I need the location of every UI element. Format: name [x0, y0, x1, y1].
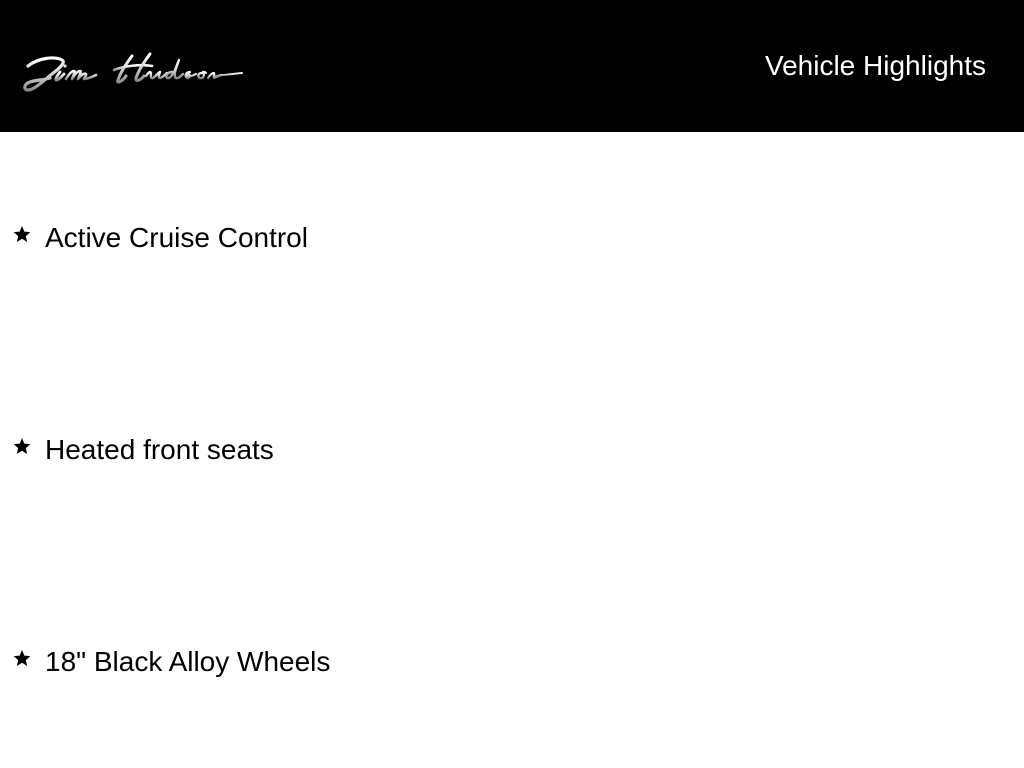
- page-title: Vehicle Highlights: [764, 50, 986, 81]
- star-icon: [12, 648, 32, 668]
- highlight-item: [12, 432, 274, 468]
- star-icon: [12, 224, 32, 244]
- highlight-label: Heated front seats: [45, 434, 274, 465]
- highlight-label: 18" Black Alloy Wheels: [45, 646, 331, 677]
- highlight-label: Active Cruise Control: [45, 222, 308, 253]
- highlight-item: [12, 644, 330, 680]
- jim-hudson-logo: [20, 48, 244, 96]
- vehicle-highlights-list: [0, 132, 1024, 768]
- header-bar: [0, 0, 1024, 132]
- star-icon: [12, 436, 32, 456]
- highlight-item: [12, 220, 308, 256]
